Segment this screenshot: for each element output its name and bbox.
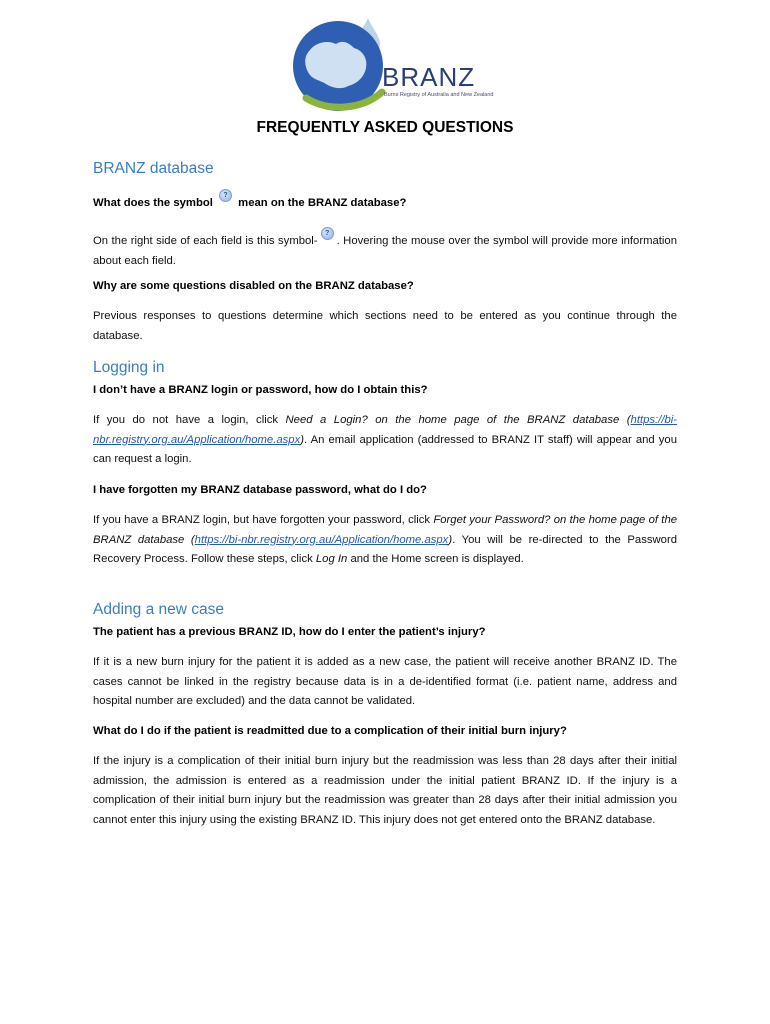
answer-text: If you do not have a login, click	[93, 414, 286, 426]
question-readmitted: What do I do if the patient is readmitted due to a complication of their initial burn injury?	[93, 725, 567, 737]
answer-italic: Forget your Password? on the home page of the BRANZ database (	[93, 514, 678, 546]
answer-text: and the Home screen is displayed.	[347, 553, 524, 565]
answer-text: . Hovering the mouse over the symbol will provide more information about each field.	[93, 235, 677, 267]
answer-text: If you have a BRANZ login, but have forgotten your password, click	[93, 514, 434, 526]
answer-italic: )	[300, 433, 304, 446]
section-heading-logging: Logging in	[93, 359, 165, 376]
answer-italic: Need a Login? on the home page of the BRANZ database (	[285, 414, 631, 426]
section-heading-adding: Adding a new case	[93, 601, 224, 618]
section-heading-database: BRANZ database	[93, 160, 214, 177]
question-symbol	[93, 189, 677, 212]
branz-home-link[interactable]: https://bi-nbr.registry.org.au/Application/home.aspx	[93, 414, 678, 446]
answer-text: . You will be re-directed to the Password Recovery Process. Follow these steps, click	[93, 533, 677, 565]
answer-previous-id: If it is a new burn injury for the patient it is added as a new case, the patient will receive another BRANZ ID. The cases cannot be linked in the registry because data is in a de-identified format (i.e. patient name, address and hospital number are excluded) and the data cannot be validated.	[93, 656, 677, 707]
answer-forgot-password	[93, 511, 677, 570]
question-disabled: Why are some questions disabled on the BRANZ database?	[93, 280, 414, 292]
answer-readmitted: If the injury is a complication of their initial burn injury but the readmission was less than 28 days after their initial admission, the admission is entered as a readmission under the initial patient BRANZ ID. If the injury is a complication of their initial burn injury but the readmission was greater than 28 days after their initial admission you cannot enter this injury using the existing BRANZ ID. This injury does not get entered onto the BRANZ database.	[93, 755, 677, 826]
answer-text: On the right side of each field is this symbol-	[93, 235, 318, 247]
answer-italic: )	[448, 533, 453, 546]
question-forgot-password: I have forgotten my BRANZ database password, what do I do?	[93, 484, 427, 496]
info-icon	[321, 227, 334, 240]
answer-symbol	[93, 227, 677, 271]
answer-text: . An email application (addressed to BRANZ IT staff) will appear and you can request a login.	[93, 433, 677, 465]
answer-disabled: Previous responses to questions determine which sections need to be entered as you continue through the database.	[93, 310, 677, 342]
answer-login	[93, 411, 677, 470]
info-icon	[219, 189, 232, 202]
answer-italic: Log In	[315, 553, 348, 565]
question-text: mean on the BRANZ database?	[238, 197, 407, 209]
logo-subtitle: Burns Registry of Australia and New Zealand	[384, 92, 494, 98]
page-title: FREQUENTLY ASKED QUESTIONS	[256, 119, 514, 136]
logo-text: BRANZ	[382, 62, 476, 92]
question-previous-id: The patient has a previous BRANZ ID, how do I enter the patient’s injury?	[93, 626, 486, 638]
question-login: I don’t have a BRANZ login or password, how do I obtain this?	[93, 384, 428, 396]
branz-home-link[interactable]: https://bi-nbr.registry.org.au/Application/home.aspx	[194, 533, 449, 546]
question-text: What does the symbol	[93, 197, 213, 209]
